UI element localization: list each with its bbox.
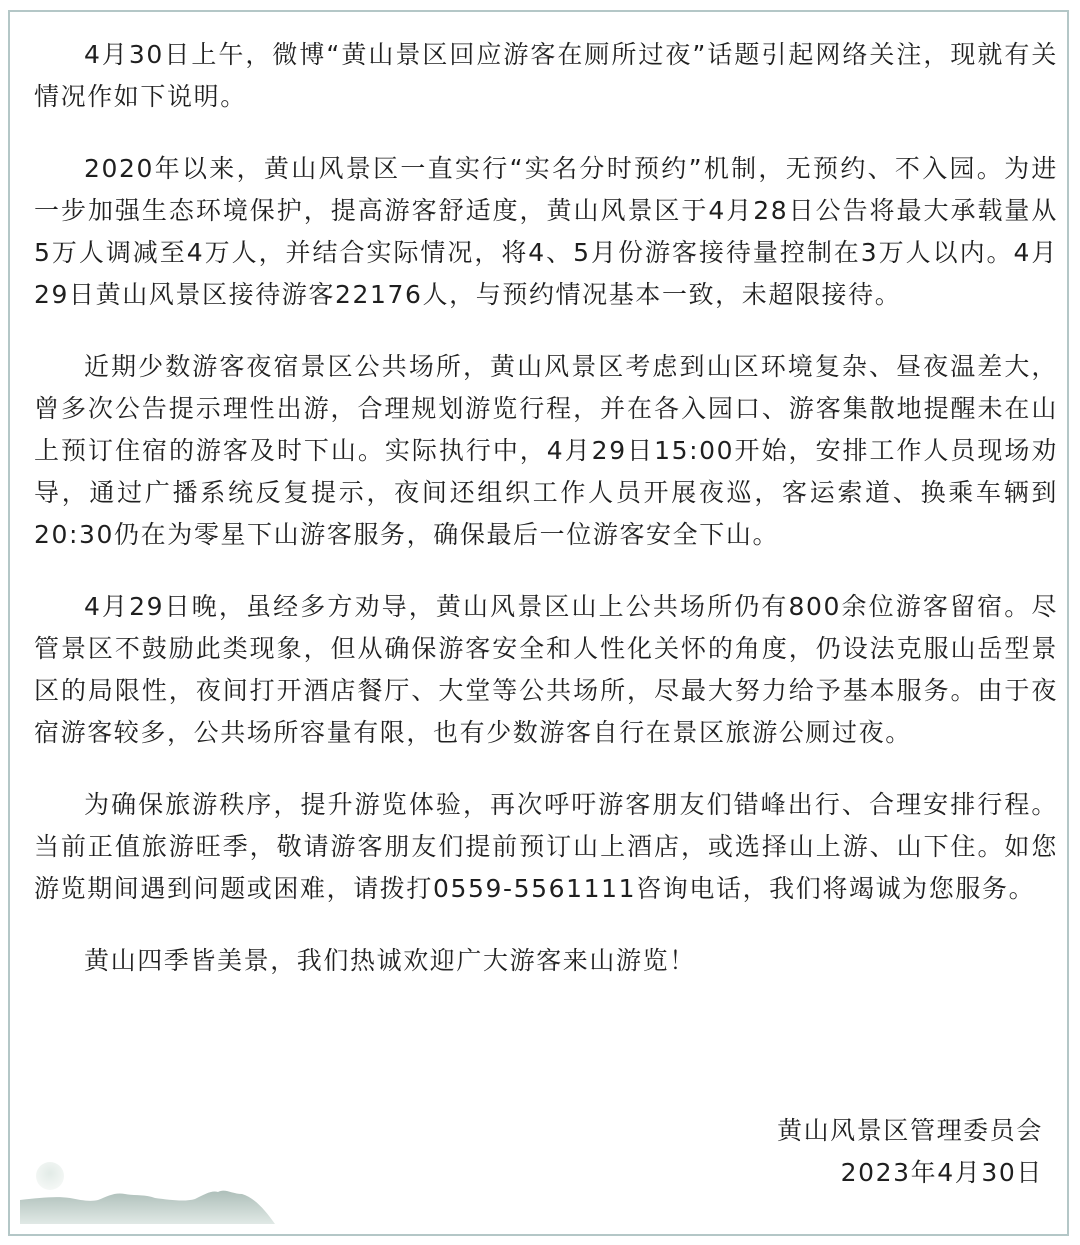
paragraph-welcome: 黄山四季皆美景，我们热诚欢迎广大游客来山游览！ [84,946,696,975]
mountain-landscape-icon [20,1154,280,1224]
statement-body [34,34,1058,1012]
signature-organization: 黄山风景区管理委员会 [776,1116,1043,1145]
paragraph-overnight: 4月29日晚，虽经多方劝导，黄山风景区山上公共场所仍有800余位游客留宿。尽管景区不鼓励此类现象，但从确保游客安全和人性化关怀的角度，仍设法克服山岳型景区的局限性，夜间打开酒店餐厅、大堂等公共场所，尽最大努力给予基本服务。由于夜宿游客较多，公共场所容量有限，也有少数游客自行在景区旅游公厕过夜。 [34,592,1058,747]
document-frame [8,10,1069,1236]
paragraph-appeal: 为确保旅游秩序，提升游览体验，再次呼吁游客朋友们错峰出行、合理安排行程。当前正值旅游旺季，敬请游客朋友们提前预订山上酒店，或选择山上游、山下住。如您游览期间遇到问题或困难，请拨打0559-5561111咨询电话，我们将竭诚为您服务。 [34,790,1058,903]
paragraph-reservation: 2020年以来，黄山风景区一直实行“实名分时预约”机制，无预约、不入园。为进一步加强生态环境保护，提高游客舒适度，黄山风景区于4月28日公告将最大承载量从5万人调减至4万人，并结合实际情况，将4、5月份游客接待量控制在3万人以内。4月29日黄山风景区接待游客22176人，与预约情况基本一致，未超限接待。 [34,154,1058,309]
signature-date: 2023年4月30日 [840,1158,1043,1187]
paragraph-guidance: 近期少数游客夜宿景区公共场所，黄山风景区考虑到山区环境复杂、昼夜温差大，曾多次公告提示理性出游，合理规划游览行程，并在各入园口、游客集散地提醒未在山上预订住宿的游客及时下山。实际执行中，4月29日15:00开始，安排工作人员现场劝导，通过广播系统反复提示，夜间还组织工作人员开展夜巡，客运索道、换乘车辆到20:30仍在为零星下山游客服务，确保最后一位游客安全下山。 [34,352,1058,549]
paragraph-intro: 4月30日上午，微博“黄山景区回应游客在厕所过夜”话题引起网络关注，现就有关情况作如下说明。 [34,40,1058,111]
